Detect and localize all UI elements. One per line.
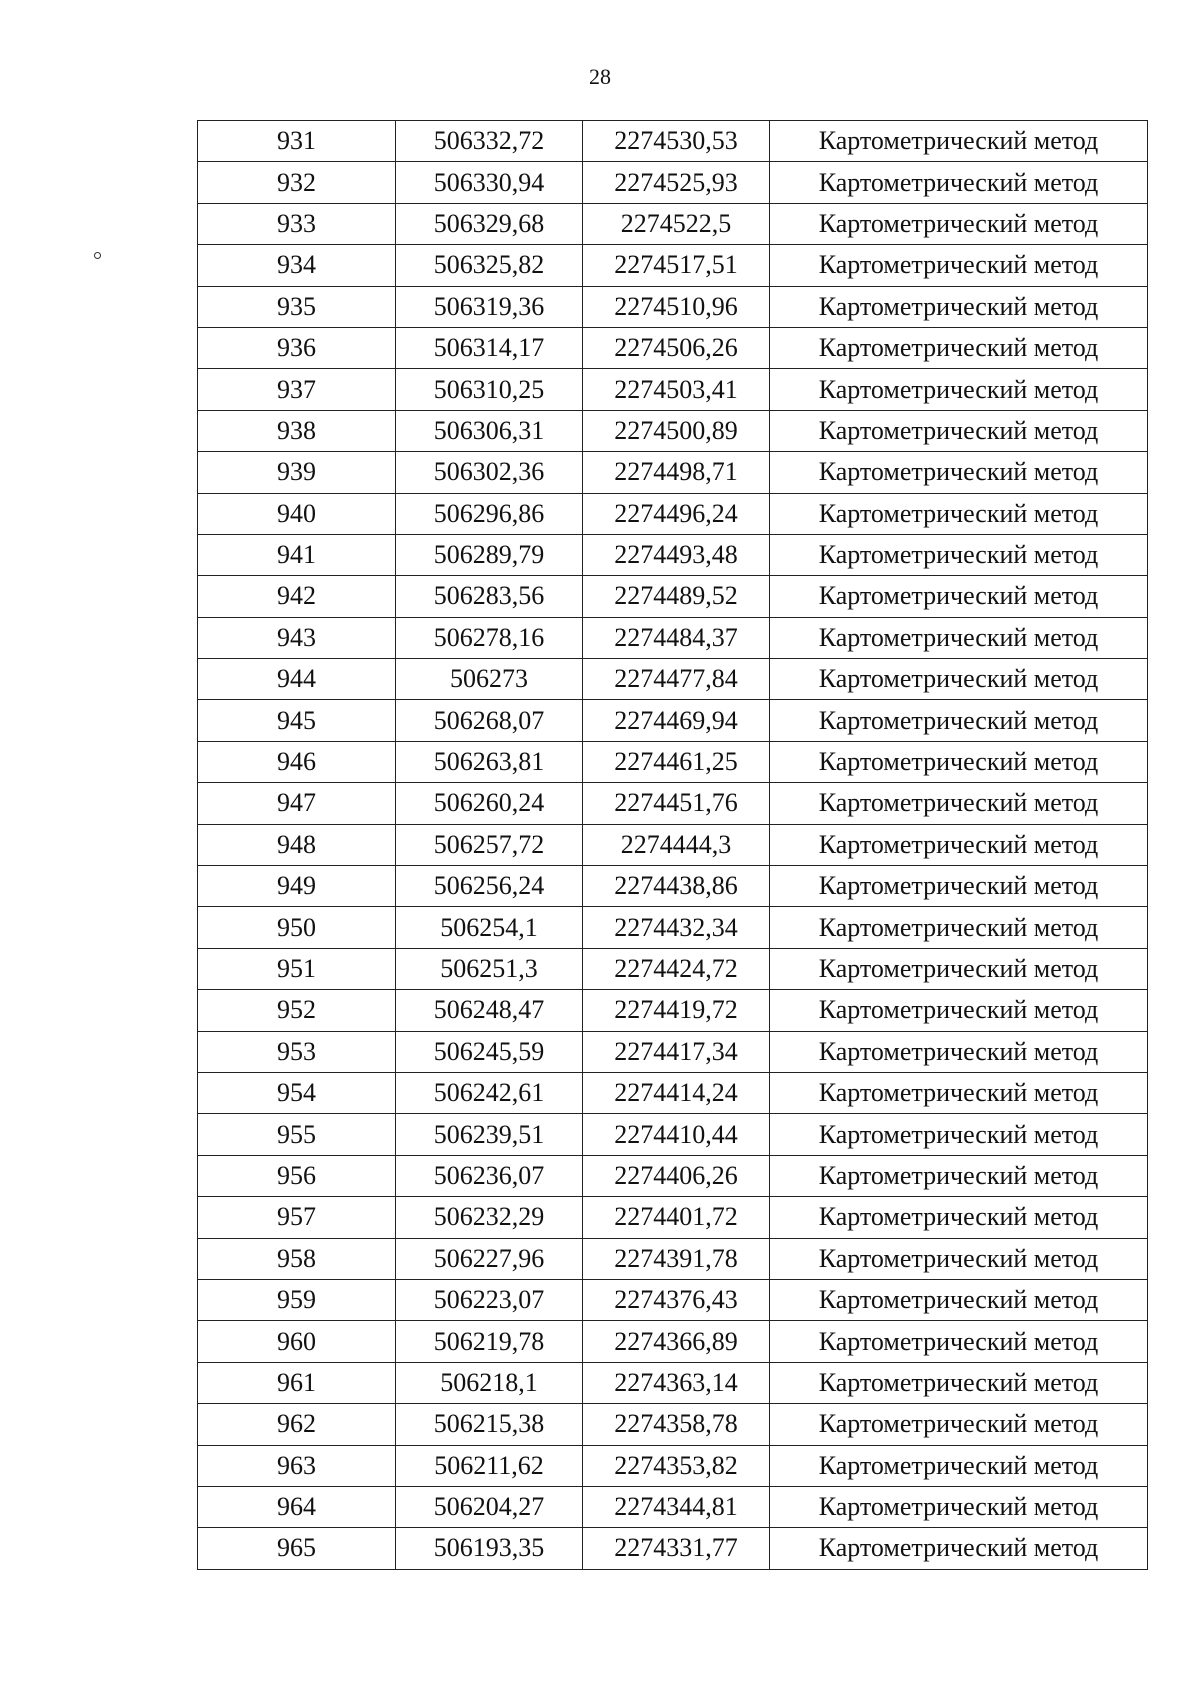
point-number-cell: 962 — [198, 1404, 396, 1445]
y-coordinate-cell: 2274503,41 — [583, 369, 770, 410]
method-cell: Картометрический метод — [770, 1072, 1148, 1113]
point-number-cell: 941 — [198, 534, 396, 575]
y-coordinate-cell: 2274414,24 — [583, 1072, 770, 1113]
x-coordinate-cell: 506257,72 — [396, 824, 583, 865]
method-cell: Картометрический метод — [770, 1362, 1148, 1403]
point-number-cell: 934 — [198, 245, 396, 286]
method-cell: Картометрический метод — [770, 1404, 1148, 1445]
method-cell: Картометрический метод — [770, 121, 1148, 162]
y-coordinate-cell: 2274451,76 — [583, 783, 770, 824]
method-cell: Картометрический метод — [770, 783, 1148, 824]
method-cell: Картометрический метод — [770, 576, 1148, 617]
y-coordinate-cell: 2274419,72 — [583, 990, 770, 1031]
method-cell: Картометрический метод — [770, 1528, 1148, 1569]
x-coordinate-cell: 506310,25 — [396, 369, 583, 410]
y-coordinate-cell: 2274353,82 — [583, 1445, 770, 1486]
method-cell: Картометрический метод — [770, 1445, 1148, 1486]
table-row — [198, 534, 1148, 575]
point-number-cell: 955 — [198, 1114, 396, 1155]
table-row — [198, 576, 1148, 617]
method-cell: Картометрический метод — [770, 700, 1148, 741]
point-number-cell: 964 — [198, 1486, 396, 1527]
y-coordinate-cell: 2274461,25 — [583, 741, 770, 782]
method-cell: Картометрический метод — [770, 741, 1148, 782]
x-coordinate-cell: 506273 — [396, 659, 583, 700]
y-coordinate-cell: 2274510,96 — [583, 286, 770, 327]
point-number-cell: 943 — [198, 617, 396, 658]
y-coordinate-cell: 2274498,71 — [583, 452, 770, 493]
point-number-cell: 952 — [198, 990, 396, 1031]
point-number-cell: 936 — [198, 327, 396, 368]
table-row — [198, 493, 1148, 534]
x-coordinate-cell: 506245,59 — [396, 1031, 583, 1072]
table-row — [198, 783, 1148, 824]
table-row — [198, 866, 1148, 907]
x-coordinate-cell: 506218,1 — [396, 1362, 583, 1403]
table-row — [198, 1528, 1148, 1569]
point-number-cell: 944 — [198, 659, 396, 700]
table-row — [198, 659, 1148, 700]
point-number-cell: 950 — [198, 907, 396, 948]
page-number: 28 — [589, 64, 611, 89]
y-coordinate-cell: 2274401,72 — [583, 1197, 770, 1238]
y-coordinate-cell: 2274506,26 — [583, 327, 770, 368]
x-coordinate-cell: 506268,07 — [396, 700, 583, 741]
x-coordinate-cell: 506251,3 — [396, 948, 583, 989]
x-coordinate-cell: 506219,78 — [396, 1321, 583, 1362]
method-cell: Картометрический метод — [770, 659, 1148, 700]
point-number-cell: 965 — [198, 1528, 396, 1569]
method-cell: Картометрический метод — [770, 1114, 1148, 1155]
point-number-cell: 959 — [198, 1279, 396, 1320]
y-coordinate-cell: 2274477,84 — [583, 659, 770, 700]
point-number-cell: 932 — [198, 162, 396, 203]
x-coordinate-cell: 506204,27 — [396, 1486, 583, 1527]
y-coordinate-cell: 2274496,24 — [583, 493, 770, 534]
table-row — [198, 1155, 1148, 1196]
table-row — [198, 162, 1148, 203]
point-number-cell: 948 — [198, 824, 396, 865]
y-coordinate-cell: 2274530,53 — [583, 121, 770, 162]
y-coordinate-cell: 2274469,94 — [583, 700, 770, 741]
method-cell: Картометрический метод — [770, 1155, 1148, 1196]
method-cell: Картометрический метод — [770, 617, 1148, 658]
x-coordinate-cell: 506248,47 — [396, 990, 583, 1031]
x-coordinate-cell: 506283,56 — [396, 576, 583, 617]
point-number-cell: 931 — [198, 121, 396, 162]
y-coordinate-cell: 2274493,48 — [583, 534, 770, 575]
table-row — [198, 286, 1148, 327]
method-cell: Картометрический метод — [770, 286, 1148, 327]
x-coordinate-cell: 506289,79 — [396, 534, 583, 575]
x-coordinate-cell: 506227,96 — [396, 1238, 583, 1279]
point-number-cell: 939 — [198, 452, 396, 493]
table-row — [198, 369, 1148, 410]
table-row — [198, 1321, 1148, 1362]
method-cell: Картометрический метод — [770, 369, 1148, 410]
method-cell: Картометрический метод — [770, 1238, 1148, 1279]
method-cell: Картометрический метод — [770, 1031, 1148, 1072]
y-coordinate-cell: 2274363,14 — [583, 1362, 770, 1403]
table-row — [198, 1031, 1148, 1072]
method-cell: Картометрический метод — [770, 327, 1148, 368]
coordinates-table-body — [198, 121, 1148, 1570]
y-coordinate-cell: 2274406,26 — [583, 1155, 770, 1196]
x-coordinate-cell: 506263,81 — [396, 741, 583, 782]
y-coordinate-cell: 2274517,51 — [583, 245, 770, 286]
method-cell: Картометрический метод — [770, 907, 1148, 948]
table-row — [198, 700, 1148, 741]
method-cell: Картометрический метод — [770, 866, 1148, 907]
x-coordinate-cell: 506278,16 — [396, 617, 583, 658]
y-coordinate-cell: 2274366,89 — [583, 1321, 770, 1362]
y-coordinate-cell: 2274489,52 — [583, 576, 770, 617]
method-cell: Картометрический метод — [770, 493, 1148, 534]
method-cell: Картометрический метод — [770, 1486, 1148, 1527]
table-row — [198, 741, 1148, 782]
x-coordinate-cell: 506236,07 — [396, 1155, 583, 1196]
table-row — [198, 1362, 1148, 1403]
point-number-cell: 956 — [198, 1155, 396, 1196]
point-number-cell: 963 — [198, 1445, 396, 1486]
point-number-cell: 935 — [198, 286, 396, 327]
x-coordinate-cell: 506330,94 — [396, 162, 583, 203]
point-number-cell: 940 — [198, 493, 396, 534]
y-coordinate-cell: 2274432,34 — [583, 907, 770, 948]
table-row — [198, 1445, 1148, 1486]
point-number-cell: 961 — [198, 1362, 396, 1403]
method-cell: Картометрический метод — [770, 162, 1148, 203]
table-row — [198, 1072, 1148, 1113]
y-coordinate-cell: 2274417,34 — [583, 1031, 770, 1072]
method-cell: Картометрический метод — [770, 534, 1148, 575]
y-coordinate-cell: 2274358,78 — [583, 1404, 770, 1445]
table-row — [198, 203, 1148, 244]
table-row — [198, 452, 1148, 493]
method-cell: Картометрический метод — [770, 245, 1148, 286]
y-coordinate-cell: 2274525,93 — [583, 162, 770, 203]
x-coordinate-cell: 506302,36 — [396, 452, 583, 493]
x-coordinate-cell: 506319,36 — [396, 286, 583, 327]
x-coordinate-cell: 506260,24 — [396, 783, 583, 824]
table-row — [198, 907, 1148, 948]
x-coordinate-cell: 506239,51 — [396, 1114, 583, 1155]
x-coordinate-cell: 506332,72 — [396, 121, 583, 162]
x-coordinate-cell: 506306,31 — [396, 410, 583, 451]
x-coordinate-cell: 506314,17 — [396, 327, 583, 368]
y-coordinate-cell: 2274438,86 — [583, 866, 770, 907]
method-cell: Картометрический метод — [770, 410, 1148, 451]
point-number-cell: 937 — [198, 369, 396, 410]
method-cell: Картометрический метод — [770, 1279, 1148, 1320]
point-number-cell: 958 — [198, 1238, 396, 1279]
point-number-cell: 942 — [198, 576, 396, 617]
table-row — [198, 824, 1148, 865]
x-coordinate-cell: 506296,86 — [396, 493, 583, 534]
y-coordinate-cell: 2274500,89 — [583, 410, 770, 451]
point-number-cell: 953 — [198, 1031, 396, 1072]
y-coordinate-cell: 2274484,37 — [583, 617, 770, 658]
y-coordinate-cell: 2274344,81 — [583, 1486, 770, 1527]
x-coordinate-cell: 506232,29 — [396, 1197, 583, 1238]
point-number-cell: 949 — [198, 866, 396, 907]
scan-mark — [94, 252, 101, 259]
table-row — [198, 121, 1148, 162]
y-coordinate-cell: 2274331,77 — [583, 1528, 770, 1569]
point-number-cell: 945 — [198, 700, 396, 741]
y-coordinate-cell: 2274424,72 — [583, 948, 770, 989]
table-row — [198, 617, 1148, 658]
point-number-cell: 946 — [198, 741, 396, 782]
table-row — [198, 327, 1148, 368]
x-coordinate-cell: 506211,62 — [396, 1445, 583, 1486]
method-cell: Картометрический метод — [770, 948, 1148, 989]
point-number-cell: 954 — [198, 1072, 396, 1113]
x-coordinate-cell: 506329,68 — [396, 203, 583, 244]
method-cell: Картометрический метод — [770, 824, 1148, 865]
point-number-cell: 947 — [198, 783, 396, 824]
table-row — [198, 948, 1148, 989]
x-coordinate-cell: 506254,1 — [396, 907, 583, 948]
method-cell: Картометрический метод — [770, 452, 1148, 493]
method-cell: Картометрический метод — [770, 203, 1148, 244]
method-cell: Картометрический метод — [770, 1197, 1148, 1238]
table-row — [198, 1486, 1148, 1527]
y-coordinate-cell: 2274444,3 — [583, 824, 770, 865]
table-row — [198, 1279, 1148, 1320]
y-coordinate-cell: 2274522,5 — [583, 203, 770, 244]
x-coordinate-cell: 506223,07 — [396, 1279, 583, 1320]
x-coordinate-cell: 506242,61 — [396, 1072, 583, 1113]
x-coordinate-cell: 506325,82 — [396, 245, 583, 286]
point-number-cell: 938 — [198, 410, 396, 451]
table-row — [198, 1404, 1148, 1445]
method-cell: Картометрический метод — [770, 990, 1148, 1031]
y-coordinate-cell: 2274376,43 — [583, 1279, 770, 1320]
coordinates-table — [197, 120, 1148, 1570]
table-row — [198, 990, 1148, 1031]
table-row — [198, 1238, 1148, 1279]
table-row — [198, 410, 1148, 451]
x-coordinate-cell: 506256,24 — [396, 866, 583, 907]
table-row — [198, 245, 1148, 286]
point-number-cell: 957 — [198, 1197, 396, 1238]
table-row — [198, 1197, 1148, 1238]
point-number-cell: 933 — [198, 203, 396, 244]
point-number-cell: 951 — [198, 948, 396, 989]
point-number-cell: 960 — [198, 1321, 396, 1362]
table-row — [198, 1114, 1148, 1155]
x-coordinate-cell: 506215,38 — [396, 1404, 583, 1445]
method-cell: Картометрический метод — [770, 1321, 1148, 1362]
x-coordinate-cell: 506193,35 — [396, 1528, 583, 1569]
y-coordinate-cell: 2274391,78 — [583, 1238, 770, 1279]
y-coordinate-cell: 2274410,44 — [583, 1114, 770, 1155]
